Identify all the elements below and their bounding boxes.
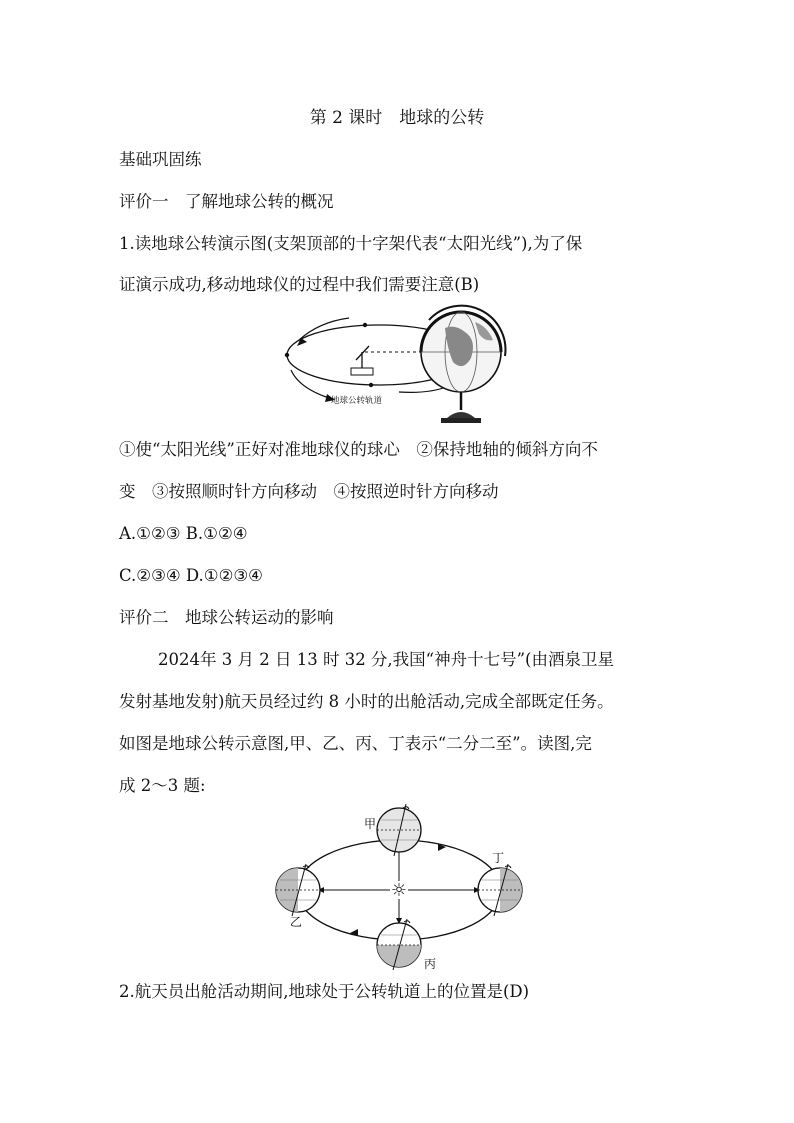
passage-line4: 成 2～3 题: <box>119 776 206 795</box>
sun-icon: ☼ <box>390 880 408 901</box>
passage-line2: 发射基地发射)航天员经过约 8 小时的出舱活动,完成全部既定任务。 <box>119 692 614 711</box>
label-jia: 甲 <box>364 817 377 831</box>
q1-choice-row2: C.②③④ D.①②③④ <box>119 566 263 585</box>
stand-base <box>351 368 373 375</box>
q1-stem-line2: 证演示成功,移动地球仪的过程中我们需要注意(B) <box>119 275 480 294</box>
globe-icon <box>421 306 505 423</box>
label-bing: 丙 <box>424 957 437 971</box>
section-heading: 基础巩固练 <box>119 150 202 169</box>
q1-options-line2: 变 ③按照顺时针方向移动 ④按照逆时针方向移动 <box>119 482 499 501</box>
eval1-heading: 评价一 了解地球公转的概况 <box>119 192 334 211</box>
earth-position-ding <box>478 864 522 916</box>
label-ding: 丁 <box>492 851 505 865</box>
q1-options-line1: ①使“太阳光线”正好对准地球仪的球心 ②保持地轴的倾斜方向不 <box>119 440 598 459</box>
label-yi: 乙 <box>290 915 303 929</box>
q1-choice-row1: A.①②③ B.①②④ <box>119 524 248 543</box>
page-title: 第 2 课时 地球的公转 <box>309 108 485 128</box>
q1-stem-line1: 1.读地球公转演示图(支架顶部的十字架代表“太阳光线”),为了保 <box>119 234 583 253</box>
earth-revolution-figure <box>266 800 532 972</box>
earth-position-yi <box>276 864 320 916</box>
earth-position-bing <box>377 919 421 970</box>
passage-line3: 如图是地球公转示意图,甲、乙、丙、丁表示“二分二至”。读图,完 <box>119 734 592 753</box>
passage-line1: 2024年 3 月 2 日 13 时 32 分,我国“神舟十七号”(由酒泉卫星 <box>158 650 614 669</box>
earth-position-jia <box>377 804 421 856</box>
orbit-label: 地球公转轨道 <box>331 396 383 406</box>
eval2-heading: 评价二 地球公转运动的影响 <box>119 608 334 627</box>
globe-orbit-figure <box>279 300 519 430</box>
q2-stem: 2.航天员出舱活动期间,地球处于公转轨道上的位置是(D) <box>119 982 530 1001</box>
